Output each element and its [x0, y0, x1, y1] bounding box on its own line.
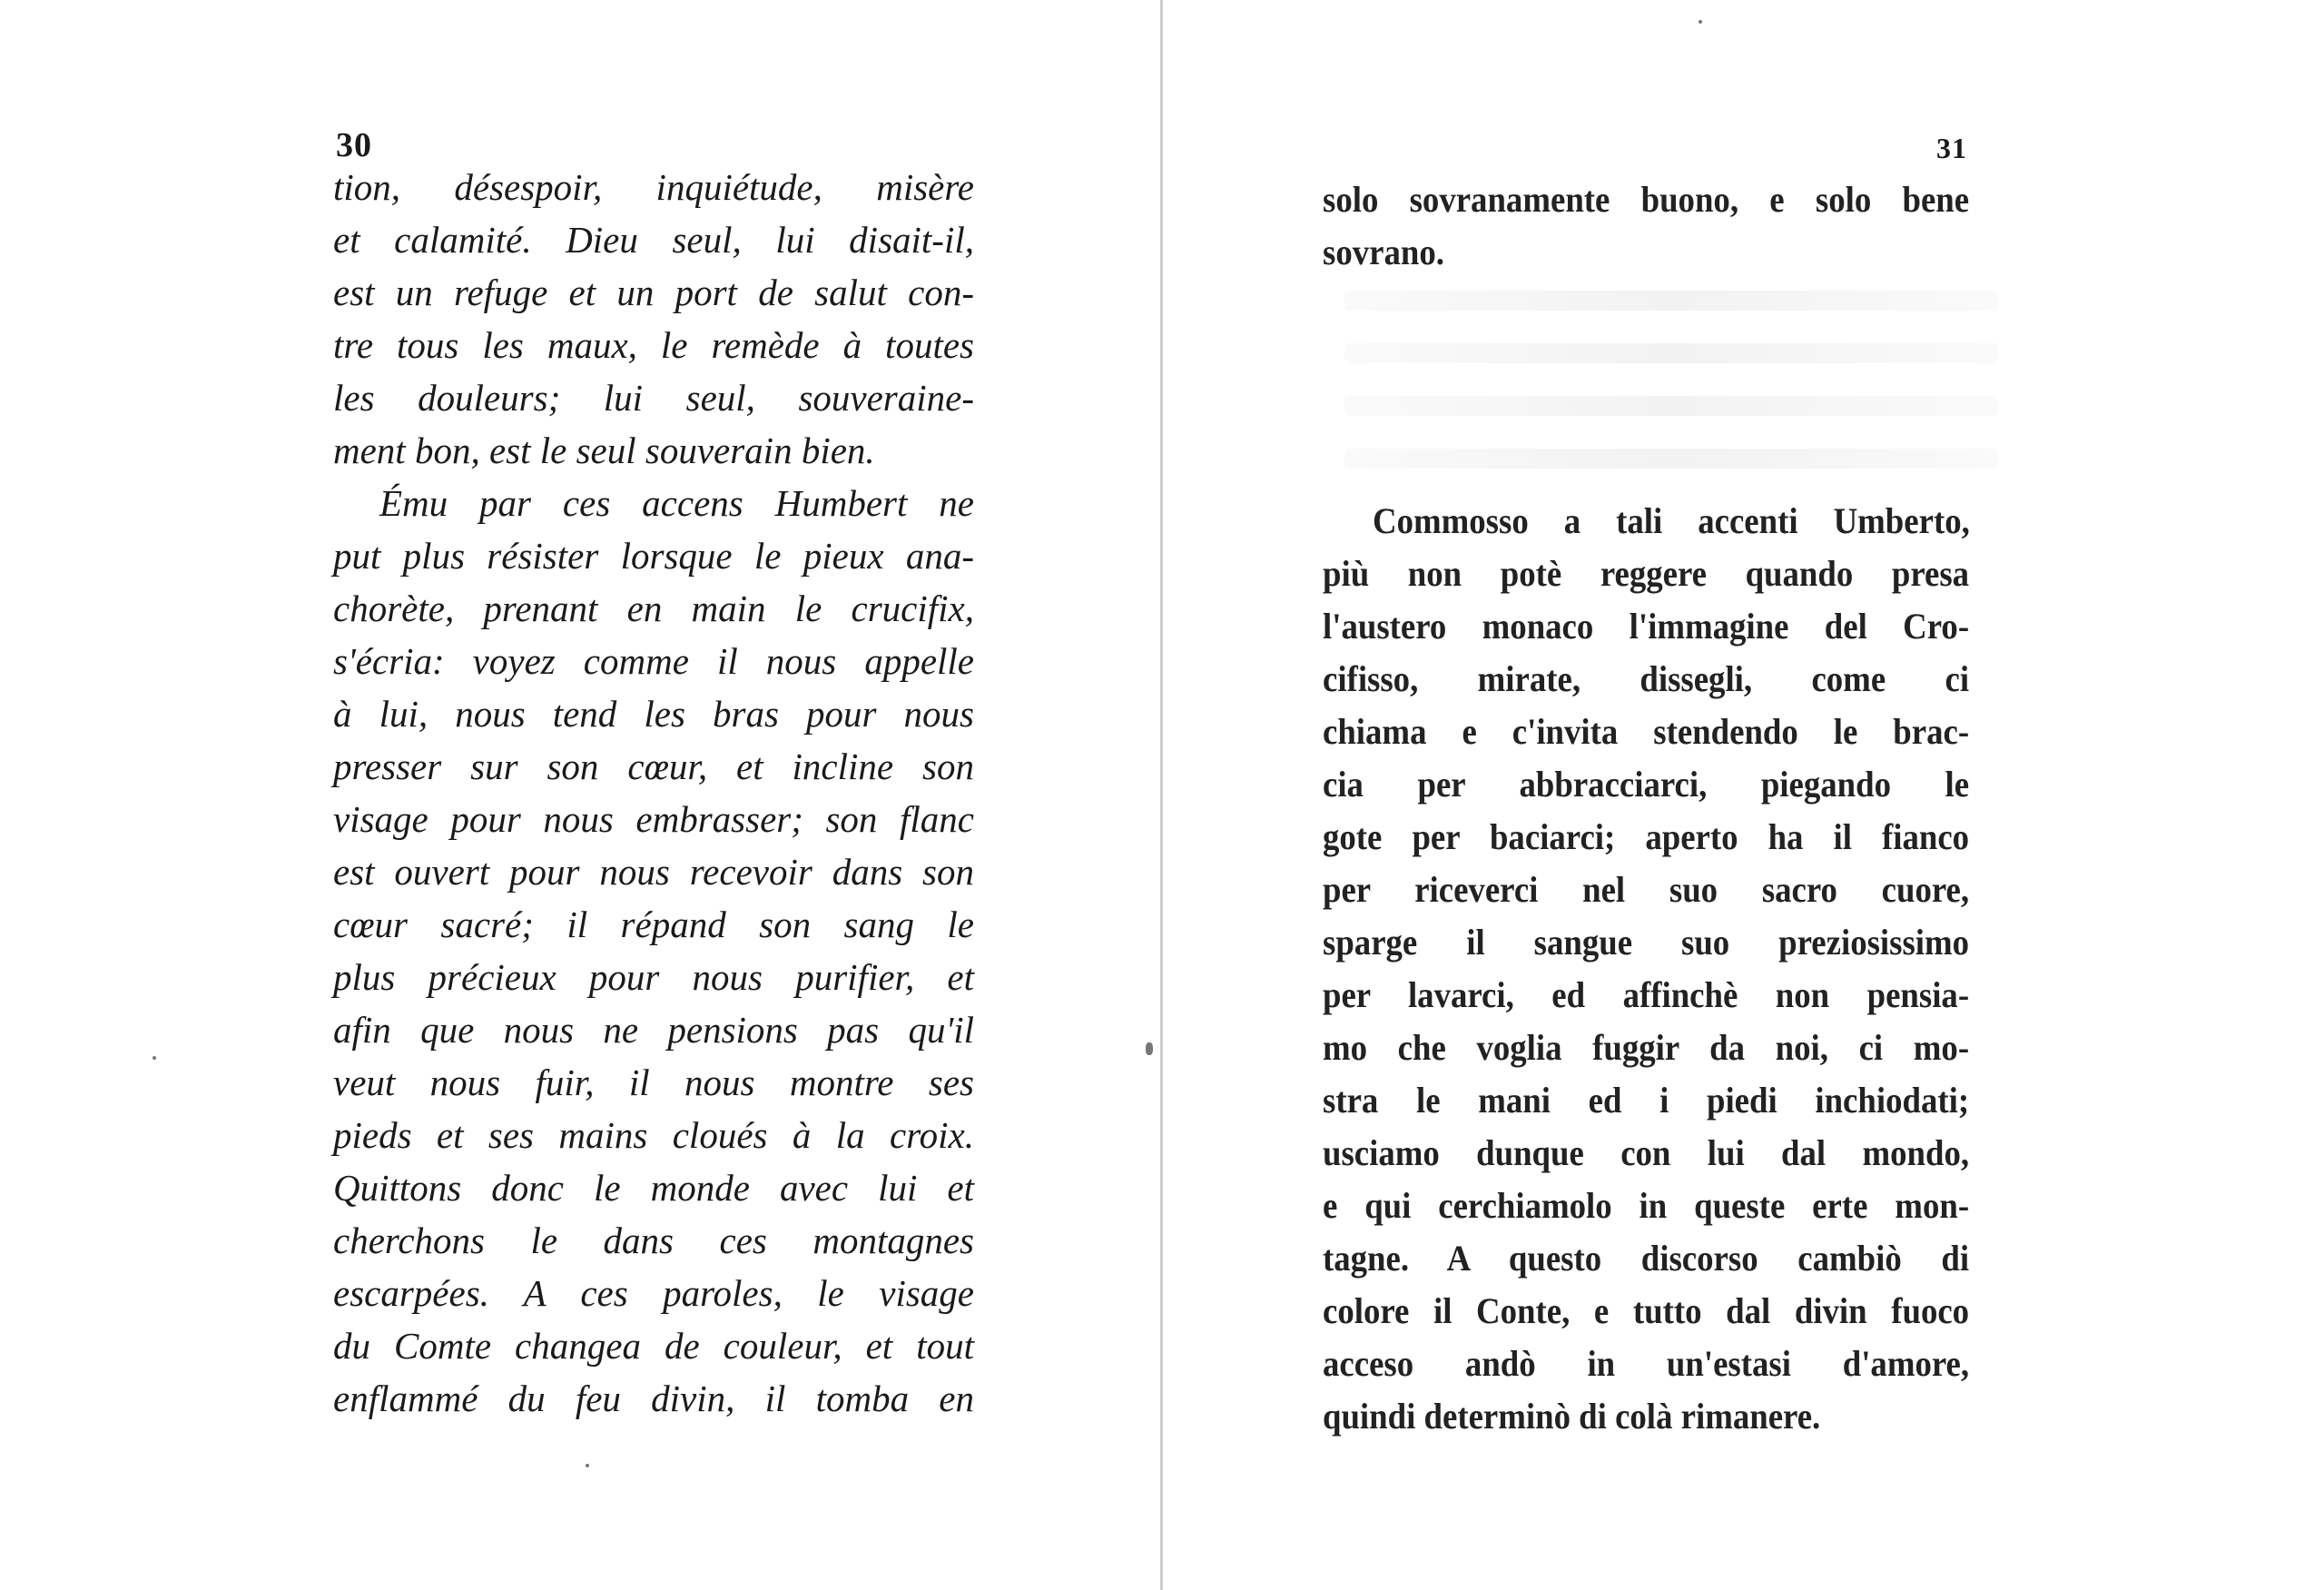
right-text-line: per lavarci, ed affinchè non pensia-: [1323, 974, 1970, 1015]
right-text-line: solo sovranamente buono, e solo bene: [1323, 179, 1970, 220]
right-text-line: cia per abbracciarci, piegando le: [1323, 764, 1970, 805]
left-text-line: les douleurs; lui seul, souveraine-: [333, 377, 974, 419]
left-text-line: est un refuge et un port de salut con-: [333, 272, 974, 313]
right-text-line: cifisso, mirate, dissegli, come ci: [1323, 658, 1970, 699]
left-text-line: ment bon, est le seul souverain bien.: [333, 430, 875, 471]
left-text-line: presser sur son cœur, et incline son: [333, 746, 974, 787]
show-through-text: [1344, 343, 1998, 363]
paper-speck: [1699, 20, 1702, 24]
right-text-line: quindi determinò di colà rimanere.: [1323, 1396, 1821, 1437]
right-text-line: tagne. A questo discorso cambiò di: [1323, 1238, 1970, 1279]
right-text-line: Commosso a tali accenti Umberto,: [1373, 500, 1970, 541]
show-through-text: [1344, 291, 1998, 311]
left-text-line: cœur sacré; il répand son sang le: [333, 904, 974, 945]
left-text-line: est ouvert pour nous recevoir dans son: [333, 851, 974, 893]
left-text-line: tion, désespoir, inquiétude, misère: [333, 166, 974, 208]
paper-speck: [1146, 1042, 1153, 1055]
right-text-line: gote per baciarci; aperto ha il fianco: [1323, 816, 1970, 857]
right-text-line: e qui cerchiamolo in queste erte mon-: [1323, 1185, 1970, 1226]
right-text-line: più non potè reggere quando presa: [1323, 553, 1970, 594]
left-text-line: Quittons donc le monde avec lui et: [333, 1167, 974, 1209]
left-text-line: afin que nous ne pensions pas qu'il: [333, 1009, 974, 1051]
show-through-text: [1344, 396, 1998, 416]
left-text-line: tre tous les maux, le remède à toutes: [333, 324, 974, 366]
paper-speck: [153, 1056, 156, 1060]
right-text-line: chiama e c'invita stendendo le brac-: [1323, 711, 1970, 752]
right-text-line: sovrano.: [1323, 232, 1444, 272]
paper-speck: [586, 1464, 589, 1467]
left-text-line: plus précieux pour nous purifier, et: [333, 956, 974, 998]
right-text-line: per riceverci nel suo sacro cuore,: [1323, 869, 1970, 910]
right-page-number: 31: [1936, 132, 1967, 164]
right-text-line: mo che voglia fuggir da noi, ci mo-: [1323, 1027, 1970, 1068]
left-text-line: cherchons le dans ces montagnes: [333, 1220, 974, 1261]
left-text-line: Ému par ces accens Humbert ne: [379, 482, 974, 524]
right-text-line: stra le mani ed i piedi inchiodati;: [1323, 1080, 1970, 1121]
left-text-line: put plus résister lorsque le pieux ana-: [333, 535, 974, 577]
right-text-line: usciamo dunque con lui dal mondo,: [1323, 1132, 1970, 1173]
left-text-line: escarpées. A ces paroles, le visage: [333, 1272, 974, 1314]
left-text-line: du Comte changea de couleur, et tout: [333, 1325, 974, 1367]
left-text-line: enflammé du feu divin, il tomba en: [333, 1378, 974, 1419]
left-text-line: s'écria: voyez comme il nous appelle: [333, 640, 974, 682]
right-text-line: sparge il sangue suo preziosissimo: [1323, 922, 1970, 963]
right-text-line: colore il Conte, e tutto dal divin fuoco: [1323, 1290, 1970, 1331]
left-page: [0, 0, 1160, 1590]
left-text-line: chorète, prenant en main le crucifix,: [333, 588, 974, 629]
show-through-text: [1344, 449, 1998, 469]
left-text-line: à lui, nous tend les bras pour nous: [333, 693, 974, 735]
left-text-line: veut nous fuir, il nous montre ses: [333, 1062, 974, 1103]
right-text-line: l'austero monaco l'immagine del Cro-: [1323, 606, 1970, 647]
left-text-line: et calamité. Dieu seul, lui disait-il,: [333, 219, 974, 261]
left-text-line: pieds et ses mains cloués à la croix.: [333, 1114, 974, 1156]
right-text-line: acceso andò in un'estasi d'amore,: [1323, 1343, 1970, 1384]
left-page-number: 30: [336, 126, 372, 164]
left-text-line: visage pour nous embrasser; son flanc: [333, 798, 974, 840]
